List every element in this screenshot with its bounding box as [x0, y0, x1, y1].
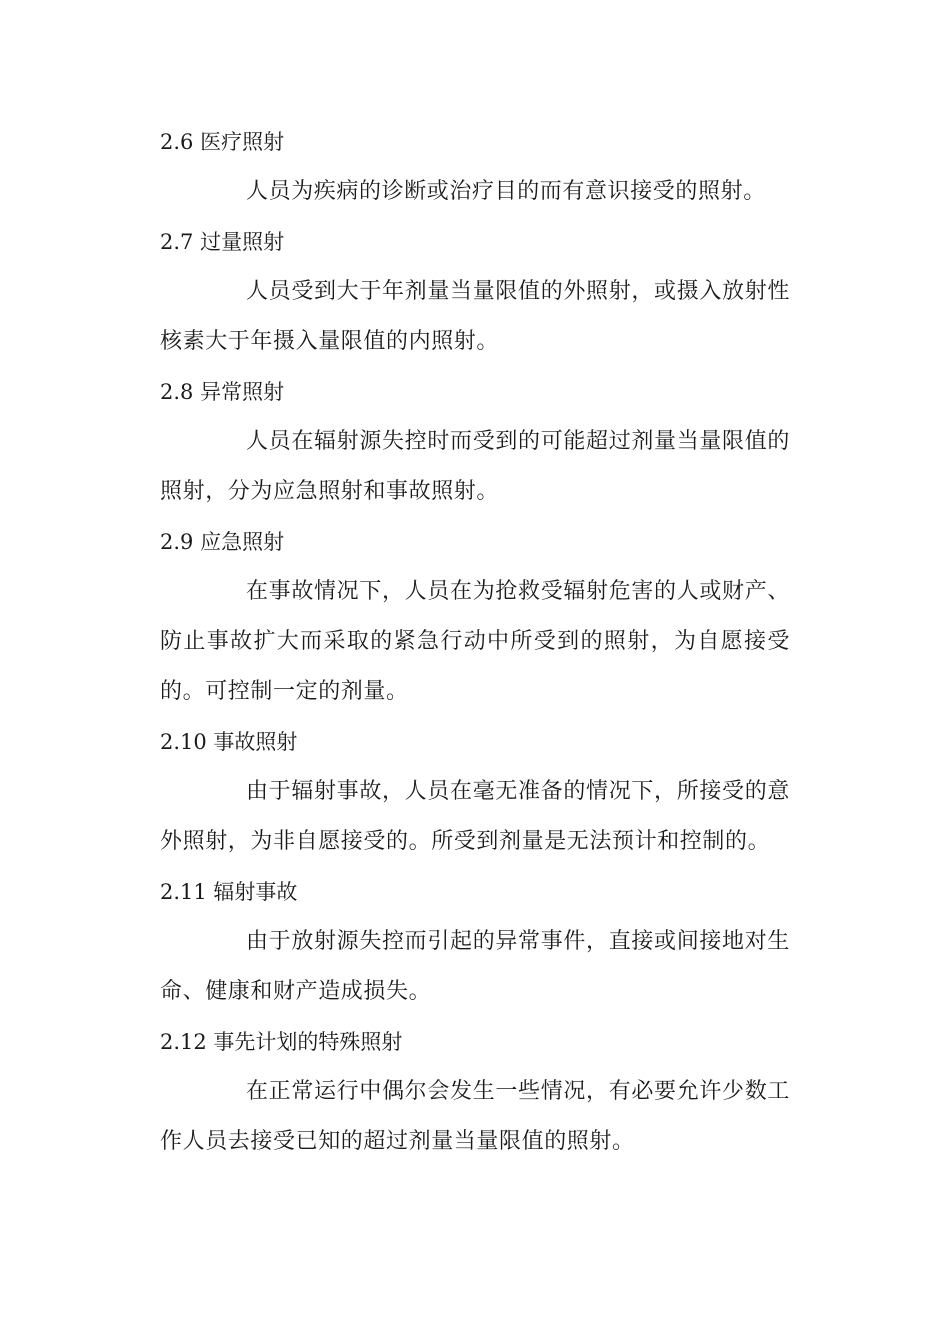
- section-2-12: [160, 1017, 790, 1167]
- section-body: 人员为疾病的诊断或治疗目的而有意识接受的照射。: [246, 179, 766, 204]
- section-heading: 2.7 过量照射: [160, 230, 285, 254]
- section-2-8: [160, 367, 790, 517]
- document-content: [160, 117, 790, 1167]
- section-2-11: [160, 867, 790, 1017]
- section-2-7: [160, 217, 790, 367]
- section-body: 在事故情况下，人员在为抢救受辐射危害的人或财产、防止事故扩大而采取的紧急行动中所受到的照射，为自愿接受的。可控制一定的剂量。: [160, 579, 790, 704]
- section-heading: 2.8 异常照射: [160, 380, 285, 404]
- section-body: 在正常运行中偶尔会发生一些情况，有必要允许少数工作人员去接受已知的超过剂量当量限值的照射。: [160, 1079, 790, 1154]
- section-body: 由于放射源失控而引起的异常事件，直接或间接地对生命、健康和财产造成损失。: [160, 929, 790, 1004]
- section-body: 人员在辐射源失控时而受到的可能超过剂量当量限值的照射，分为应急照射和事故照射。: [160, 429, 790, 504]
- section-heading: 2.6 医疗照射: [160, 130, 285, 154]
- section-2-9: [160, 517, 790, 717]
- section-heading: 2.11 辐射事故: [160, 880, 298, 904]
- section-heading: 2.12 事先计划的特殊照射: [160, 1030, 403, 1054]
- section-heading: 2.9 应急照射: [160, 530, 285, 554]
- section-body: 由于辐射事故，人员在毫无准备的情况下，所接受的意外照射，为非自愿接受的。所受到剂量是无法预计和控制的。: [160, 779, 790, 854]
- section-2-6: [160, 117, 790, 217]
- section-body: 人员受到大于年剂量当量限值的外照射，或摄入放射性核素大于年摄入量限值的内照射。: [160, 279, 790, 354]
- section-heading: 2.10 事故照射: [160, 730, 298, 754]
- section-2-10: [160, 717, 790, 867]
